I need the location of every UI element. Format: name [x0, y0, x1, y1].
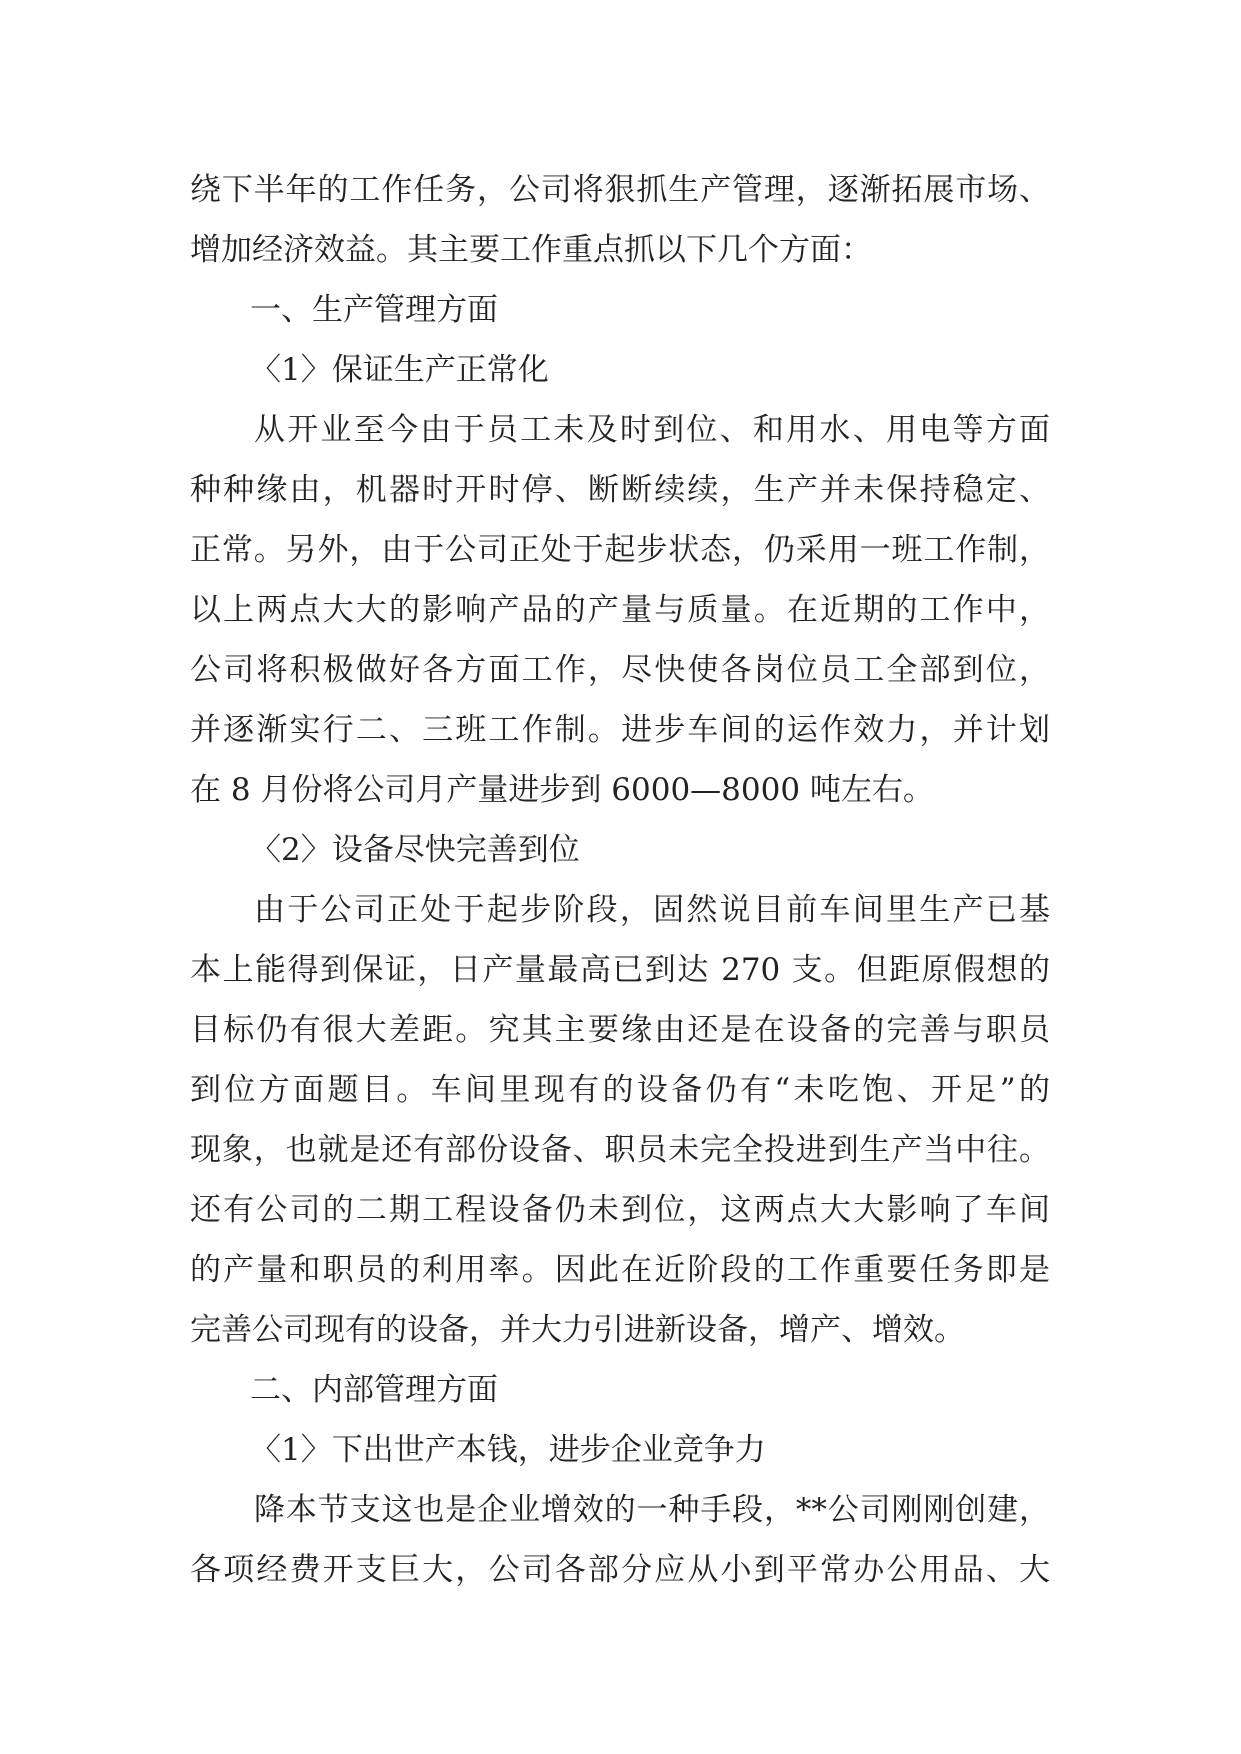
section-heading: 二、内部管理方面 — [250, 1372, 498, 1408]
paragraph-line: 绕下半年的工作任务，公司将狠抓生产管理，逐渐拓展市场、 — [190, 172, 1050, 208]
paragraph-line: 公司将积极做好各方面工作，尽快使各岗位员工全部到位， — [190, 652, 1050, 688]
subsection-heading: 〈1〉下出世产本钱，进步企业竞争力 — [250, 1432, 766, 1468]
paragraph-line: 正常。另外，由于公司正处于起步状态，仍采用一班工作制， — [190, 532, 1050, 568]
paragraph-line: 从开业至今由于员工未及时到位、和用水、用电等方面 — [254, 412, 1050, 448]
paragraph-line: 目标仍有很大差距。究其主要缘由还是在设备的完善与职员 — [190, 1012, 1050, 1048]
section-heading: 一、生产管理方面 — [250, 292, 498, 328]
paragraph-line: 现象，也就是还有部份设备、职员未完全投进到生产当中往。 — [190, 1132, 1050, 1168]
paragraph-line: 到位方面题目。车间里现有的设备仍有“未吃饱、开足”的 — [190, 1072, 1050, 1108]
paragraph-line: 降本节支这也是企业增效的一种手段，**公司刚刚创建， — [254, 1492, 1050, 1528]
paragraph-line: 增加经济效益。其主要工作重点抓以下几个方面： — [190, 232, 872, 268]
subsection-heading: 〈1〉保证生产正常化 — [250, 352, 549, 388]
paragraph-line: 完善公司现有的设备，并大力引进新设备，增产、增效。 — [190, 1312, 965, 1348]
paragraph-line: 种种缘由，机器时开时停、断断续续，生产并未保持稳定、 — [190, 472, 1050, 508]
paragraph-line: 本上能得到保证，日产量最高已到达 270 支。但距原假想的 — [190, 952, 1050, 988]
document-body — [190, 160, 1050, 1600]
paragraph-line: 由于公司正处于起步阶段，固然说目前车间里生产已基 — [254, 892, 1050, 928]
paragraph-line: 的产量和职员的利用率。因此在近阶段的工作重要任务即是 — [190, 1252, 1050, 1288]
subsection-heading: 〈2〉设备尽快完善到位 — [250, 832, 580, 868]
paragraph-line: 在 8 月份将公司月产量进步到 6000—8000 吨左右。 — [190, 772, 934, 808]
paragraph-line: 以上两点大大的影响产品的产量与质量。在近期的工作中， — [190, 592, 1050, 628]
paragraph-line: 并逐渐实行二、三班工作制。进步车间的运作效力，并计划 — [190, 712, 1050, 748]
paragraph-line: 各项经费开支巨大，公司各部分应从小到平常办公用品、大 — [190, 1552, 1050, 1588]
paragraph-line: 还有公司的二期工程设备仍未到位，这两点大大影响了车间 — [190, 1192, 1050, 1228]
